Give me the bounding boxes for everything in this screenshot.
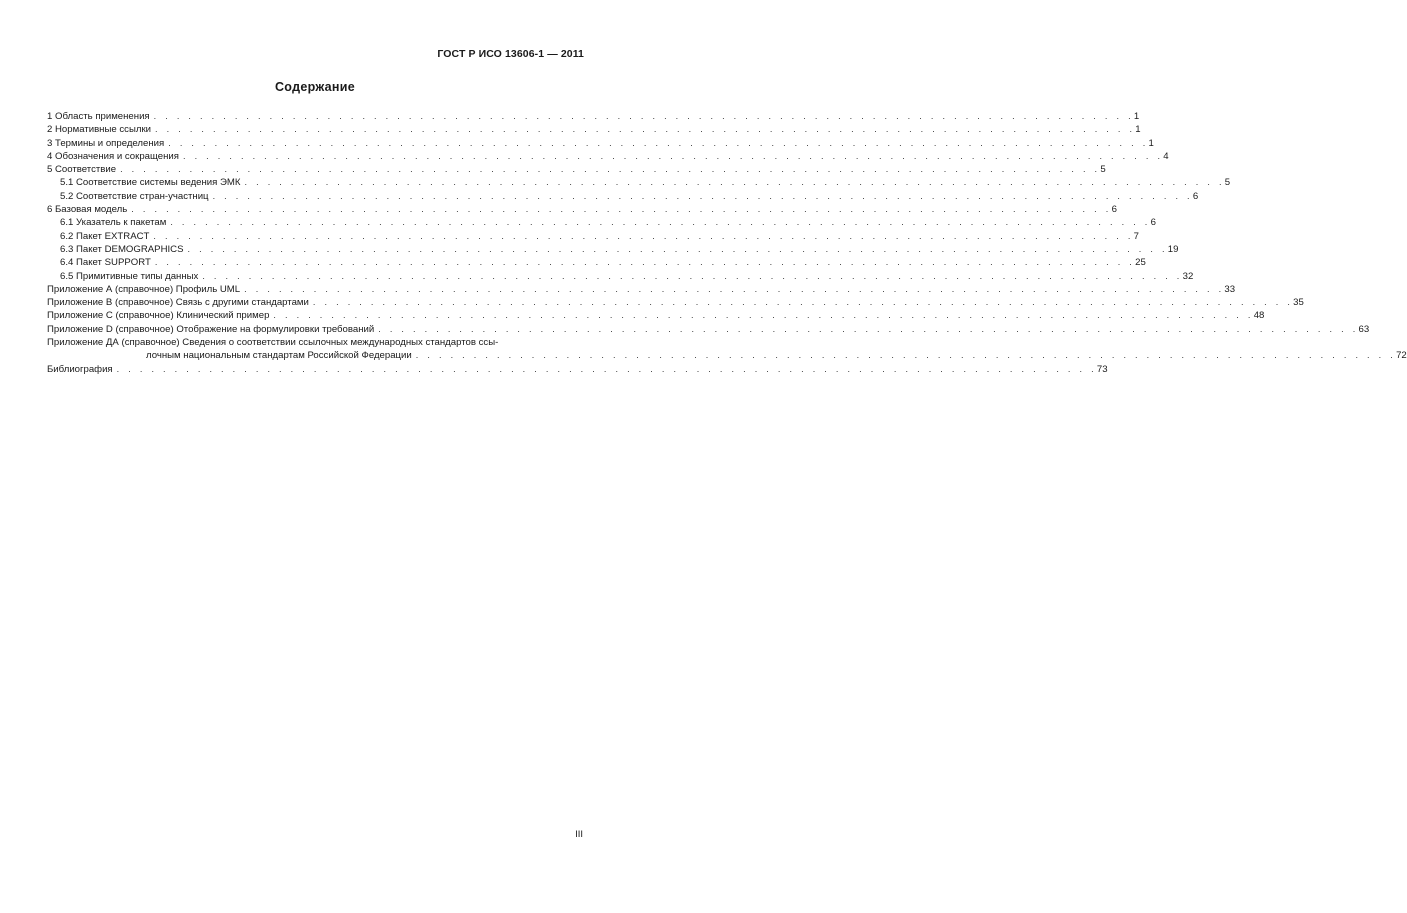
toc-page-number: 32: [1182, 270, 1194, 282]
toc-page-number: 73: [1096, 363, 1108, 375]
toc-leader-dots: . . . . . . . . . . . . . . . . . . . . . . . . . . . . . . . . . . . . . . . . . . . . . . . . . . . . . . . . . . . . . . . . . . . . . . . . . . . . . . . . . . . . .: [154, 257, 1136, 268]
toc-page-number: 63: [1358, 323, 1370, 335]
page-number: III: [575, 829, 583, 840]
toc-leader-dots: . . . . . . . . . . . . . . . . . . . . . . . . . . . . . . . . . . . . . . . . . . . . . . . . . . . . . . . . . . . . . . . . . . . . . . . . . . . . . . . . . . . . .: [116, 363, 1097, 374]
table-of-contents: [47, 110, 1407, 376]
toc-entry-text: Библиография: [47, 363, 113, 375]
toc-entry-2[interactable]: [47, 123, 1141, 136]
toc-entry-appendix-da-continued[interactable]: [47, 349, 1407, 362]
toc-entry-6-4[interactable]: [47, 256, 1146, 269]
toc-page-number: 4: [1163, 150, 1169, 162]
toc-entry-text: Приложение D (справочное) Отображение на формулировки требований: [47, 323, 375, 335]
toc-entry-appendix-da[interactable]: [47, 336, 584, 349]
toc-leader-dots: . . . . . . . . . . . . . . . . . . . . . . . . . . . . . . . . . . . . . . . . . . . . . . . . . . . . . . . . . . . . . . . . . . . . . . . . . . . . . . . . . . . . .: [187, 243, 1168, 254]
toc-entry-4[interactable]: [47, 150, 1169, 163]
toc-entry-text: Приложение С (справочное) Клинический пример: [47, 310, 270, 322]
toc-page-number: 5: [1224, 177, 1231, 189]
toc-page-number: 6: [1192, 190, 1199, 202]
toc-entry-6[interactable]: [47, 203, 1117, 216]
toc-page-number: 48: [1253, 310, 1265, 322]
toc-page-number: 72: [1396, 350, 1407, 362]
toc-leader-dots: . . . . . . . . . . . . . . . . . . . . . . . . . . . . . . . . . . . . . . . . . . . . . . . . . . . . . . . . . . . . . . . . . . . . . . . . . . . . . . . . . . . . .: [153, 230, 1134, 241]
toc-entry-3[interactable]: [47, 137, 1154, 150]
toc-entry-appendix-a[interactable]: [47, 283, 1236, 296]
toc-entry-text: лочным национальным стандартам Российской Федерации: [146, 350, 412, 362]
toc-leader-dots: . . . . . . . . . . . . . . . . . . . . . . . . . . . . . . . . . . . . . . . . . . . . . . . . . . . . . . . . . . . . . . . . . . . . . . . . . . . . . . . . . . . . .: [202, 270, 1183, 281]
toc-entry-bibliography[interactable]: [47, 363, 1108, 376]
toc-leader-dots: . . . . . . . . . . . . . . . . . . . . . . . . . . . . . . . . . . . . . . . . . . . . . . . . . . . . . . . . . . . . . . . . . . . . . . . . . . . . . . . . . . . . .: [182, 150, 1164, 161]
toc-entry-6-2[interactable]: [47, 230, 1140, 243]
toc-entry-text: 1 Область применения: [47, 111, 150, 122]
toc-leader-dots: . . . . . . . . . . . . . . . . . . . . . . . . . . . . . . . . . . . . . . . . . . . . . . . . . . . . . . . . . . . . . . . . . . . . . . . . . . . . . . . . . . . . .: [312, 297, 1294, 308]
toc-page-number: 7: [1133, 230, 1140, 242]
toc-leader-dots: . . . . . . . . . . . . . . . . . . . . . . . . . . . . . . . . . . . . . . . . . . . . . . . . . . . . . . . . . . . . . . . . . . . . . . . . . . . . . . . . . . . . .: [170, 217, 1151, 228]
toc-entry-appendix-b[interactable]: [47, 296, 1304, 309]
toc-entry-1[interactable]: [47, 110, 1140, 123]
toc-page-number: 5: [1100, 164, 1106, 176]
toc-entry-appendix-d[interactable]: [47, 323, 1370, 336]
toc-entry-appendix-c[interactable]: [47, 309, 1265, 322]
toc-entry-5-2[interactable]: [47, 190, 1199, 203]
toc-entry-text: 5 Соответствие: [47, 164, 117, 176]
toc-entry-text: 6.3 Пакет DEMOGRAPHICS: [60, 243, 184, 255]
toc-entry-6-1[interactable]: [47, 216, 1156, 229]
toc-entry-text: Приложение А (справочное) Профиль UML: [47, 283, 241, 295]
toc-page-number: 6: [1111, 204, 1117, 216]
toc-entry-5-1[interactable]: [47, 176, 1231, 189]
toc-entry-text: 6.4 Пакет SUPPORT: [60, 257, 151, 269]
toc-leader-dots: . . . . . . . . . . . . . . . . . . . . . . . . . . . . . . . . . . . . . . . . . . . . . . . . . . . . . . . . . . . . . . . . . . . . . . . . . . . . . . . . . . . . .: [244, 283, 1225, 294]
toc-leader-dots: . . . . . . . . . . . . . . . . . . . . . . . . . . . . . . . . . . . . . . . . . . . . . . . . . . . . . . . . . . . . . . . . . . . . . . . . . . . . . . . . . . . . .: [212, 190, 1193, 201]
toc-page-number: 19: [1167, 243, 1179, 255]
toc-entry-text: Приложение ДА (справочное) Сведения о соответствии ссылочных международных стандартов ссы-: [47, 337, 499, 349]
toc-entry-text: 4 Обозначения и сокращения: [47, 150, 179, 162]
toc-entry-text: 6.1 Указатель к пакетам: [60, 217, 167, 229]
toc-leader-dots: . . . . . . . . . . . . . . . . . . . . . . . . . . . . . . . . . . . . . . . . . . . . . . . . . . . . . . . . . . . . . . . . . . . . . . . . . . . . . . . . . . . . .: [244, 177, 1225, 188]
toc-entry-text: 6.2 Пакет EXTRACT: [60, 230, 150, 242]
toc-entry-text: Приложение В (справочное) Связь с другими стандартами: [47, 297, 309, 309]
toc-leader-dots: . . . . . . . . . . . . . . . . . . . . . . . . . . . . . . . . . . . . . . . . . . . . . . . . . . . . . . . . . . . . . . . . . . . . . . . . . . . . . . . . . . . . .: [131, 204, 1112, 215]
toc-entry-6-5[interactable]: [47, 270, 1194, 283]
toc-entry-text: 6.5 Примитивные типы данных: [60, 270, 199, 282]
toc-leader-dots: . . . . . . . . . . . . . . . . . . . . . . . . . . . . . . . . . . . . . . . . . . . . . . . . . . . . . . . . . . . . . . . . . . . . . . . . . . . . . . . . . . . . .: [168, 137, 1149, 148]
toc-page-number: 25: [1135, 257, 1146, 269]
page-title: Содержание: [274, 80, 355, 94]
toc-entry-text: 5.2 Соответствие стран-участниц: [60, 190, 209, 202]
toc-leader-dots: . . . . . . . . . . . . . . . . . . . . . . . . . . . . . . . . . . . . . . . . . . . . . . . . . . . . . . . . . . . . . . . . . . . . . . . . . . . . . . . . . . . . .: [120, 164, 1101, 175]
toc-leader-dots: . . . . . . . . . . . . . . . . . . . . . . . . . . . . . . . . . . . . . . . . . . . . . . . . . . . . . . . . . . . . . . . . . . . . . . . . . . . . . . . . . . . . .: [415, 350, 1397, 361]
toc-entry-text: 6 Базовая модель: [47, 204, 128, 216]
toc-page-number: 33: [1224, 283, 1236, 295]
toc-entry-6-3[interactable]: [47, 243, 1179, 256]
toc-page-number: 1: [1148, 137, 1154, 149]
toc-entry-text: 3 Термины и определения: [47, 137, 165, 149]
standard-designation: ГОСТ Р ИСО 13606-1 — 2011: [437, 48, 584, 60]
toc-page-number: 1: [1135, 124, 1141, 136]
toc-leader-dots: . . . . . . . . . . . . . . . . . . . . . . . . . . . . . . . . . . . . . . . . . . . . . . . . . . . . . . . . . . . . . . . . . . . . . . . . . . . . . . . . . . . . .: [273, 310, 1254, 321]
toc-page-number: 6: [1150, 217, 1156, 229]
toc-leader-dots: . . . . . . . . . . . . . . . . . . . . . . . . . . . . . . . . . . . . . . . . . . . . . . . . . . . . . . . . . . . . . . . . . . . . . . . . . . . . . . . . . . . . .: [155, 124, 1136, 135]
toc-entry-5[interactable]: [47, 163, 1106, 176]
toc-entry-text: 2 Нормативные ссылки: [47, 124, 152, 136]
toc-page-number: 1: [1133, 111, 1140, 122]
toc-entry-text: 5.1 Соответствие системы ведения ЭМК: [60, 177, 241, 189]
toc-leader-dots: . . . . . . . . . . . . . . . . . . . . . . . . . . . . . . . . . . . . . . . . . . . . . . . . . . . . . . . . . . . . . . . . . . . . . . . . . . . . . . . . . . . . .: [153, 111, 1134, 121]
toc-page-number: 35: [1293, 297, 1304, 309]
toc-leader-dots: . . . . . . . . . . . . . . . . . . . . . . . . . . . . . . . . . . . . . . . . . . . . . . . . . . . . . . . . . . . . . . . . . . . . . . . . . . . . . . . . . . . . .: [378, 323, 1359, 334]
